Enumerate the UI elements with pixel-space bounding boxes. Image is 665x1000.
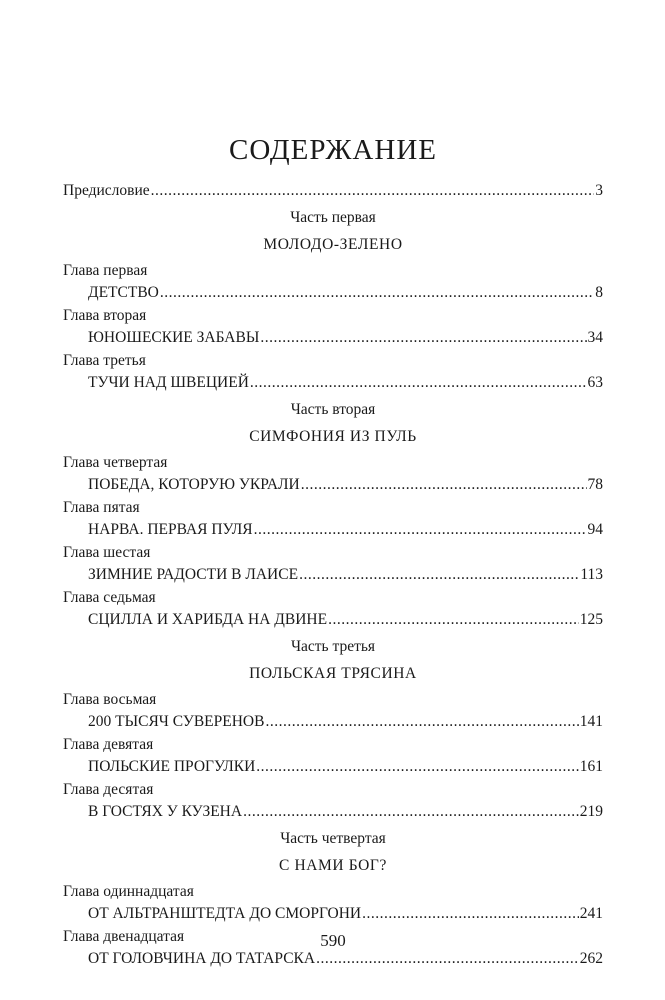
dot-leader	[243, 801, 579, 823]
chapter-title: ПОБЕДА, КОТОРУЮ УКРАЛИ	[88, 476, 300, 493]
chapter-title: ОТ АЛЬТРАНШТЕДТА ДО СМОРГОНИ	[88, 905, 362, 922]
toc-chapter	[63, 542, 603, 586]
part-label: Часть вторая	[290, 401, 376, 418]
chapter-label: Глава восьмая	[63, 691, 157, 708]
toc-entry[interactable]	[63, 519, 603, 541]
chapter-page: 63	[587, 374, 603, 391]
chapter-page: 262	[579, 950, 603, 967]
chapter-page: 94	[587, 521, 603, 538]
dot-leader	[301, 474, 587, 496]
chapter-page: 241	[579, 905, 603, 922]
chapter-title: СЦИЛЛА И ХАРИБДА НА ДВИНЕ	[88, 611, 328, 628]
toc-entry[interactable]	[63, 903, 603, 925]
toc-entry[interactable]	[63, 372, 603, 394]
chapter-label: Глава пятая	[63, 499, 140, 516]
chapter-label: Глава десятая	[63, 781, 154, 798]
part-label: Часть четвертая	[280, 830, 386, 847]
toc-chapter	[63, 881, 603, 925]
dot-leader	[328, 609, 579, 631]
chapter-title: ЮНОШЕСКИЕ ЗАБАВЫ	[88, 329, 260, 346]
part-label: Часть третья	[290, 638, 376, 655]
toc-entry[interactable]	[63, 474, 603, 496]
chapter-label: Глава девятая	[63, 736, 154, 753]
toc-chapter	[63, 260, 603, 304]
dot-leader	[151, 180, 595, 202]
chapter-label: Глава первая	[63, 262, 148, 279]
chapter-title: ТУЧИ НАД ШВЕЦИЕЙ	[88, 374, 249, 391]
dot-leader	[254, 519, 587, 541]
chapter-title: ЗИМНИЕ РАДОСТИ В ЛАИСЕ	[88, 566, 299, 583]
chapter-title: ОТ ГОЛОВЧИНА ДО ТАТАРСКА	[88, 950, 316, 967]
toc-entry-label: Предисловие	[63, 182, 150, 199]
chapter-title: ПОЛЬСКИЕ ПРОГУЛКИ	[88, 758, 256, 775]
chapter-page: 125	[579, 611, 603, 628]
dot-leader	[160, 282, 594, 304]
chapter-label: Глава двенадцатая	[63, 928, 185, 945]
chapter-label: Глава вторая	[63, 307, 147, 324]
toc-part	[63, 399, 603, 631]
dot-leader	[256, 756, 578, 778]
toc-entry[interactable]	[63, 564, 603, 586]
part-title: С НАМИ БОГ?	[279, 857, 387, 874]
toc-entry[interactable]	[63, 711, 603, 733]
dot-leader	[265, 711, 578, 733]
chapter-page: 8	[595, 284, 603, 301]
toc-entry[interactable]	[63, 327, 603, 349]
part-title: СИМФОНИЯ ИЗ ПУЛЬ	[249, 428, 417, 445]
toc-entry-preface[interactable]	[63, 180, 603, 202]
chapter-page: 78	[587, 476, 603, 493]
chapter-title: НАРВА. ПЕРВАЯ ПУЛЯ	[88, 521, 253, 538]
part-title: ПОЛЬСКАЯ ТРЯСИНА	[249, 665, 417, 682]
toc-chapter	[63, 497, 603, 541]
toc-chapter	[63, 734, 603, 778]
chapter-label: Глава шестая	[63, 544, 151, 561]
dot-leader	[250, 372, 587, 394]
chapter-label: Глава одиннадцатая	[63, 883, 194, 900]
toc-entry[interactable]	[63, 609, 603, 631]
toc-part	[63, 207, 603, 394]
dot-leader	[362, 903, 579, 925]
toc-chapter	[63, 779, 603, 823]
chapter-title: В ГОСТЯХ У КУЗЕНА	[88, 803, 243, 820]
part-title: МОЛОДО-ЗЕЛЕНО	[263, 236, 403, 253]
chapter-page: 113	[580, 566, 603, 583]
toc-entry[interactable]	[63, 801, 603, 823]
toc-chapter	[63, 452, 603, 496]
toc-part	[63, 636, 603, 823]
toc-chapter	[63, 350, 603, 394]
chapter-label: Глава четвертая	[63, 454, 168, 471]
toc-chapter	[63, 689, 603, 733]
page-number: 590	[320, 931, 346, 950]
dot-leader	[260, 327, 586, 349]
toc-entry[interactable]	[63, 282, 603, 304]
book-page	[63, 0, 603, 1000]
dot-leader	[299, 564, 579, 586]
chapter-page: 141	[579, 713, 603, 730]
chapter-label: Глава третья	[63, 352, 146, 369]
toc-entry-page: 3	[595, 182, 603, 199]
chapter-page: 161	[579, 758, 603, 775]
chapter-label: Глава седьмая	[63, 589, 156, 606]
toc-chapter	[63, 587, 603, 631]
page-title: СОДЕРЖАНИЕ	[229, 134, 437, 166]
toc-chapter	[63, 305, 603, 349]
chapter-title: 200 ТЫСЯЧ СУВЕРЕНОВ	[88, 713, 265, 730]
chapter-title: ДЕТСТВО	[88, 284, 159, 301]
toc-entry[interactable]	[63, 756, 603, 778]
chapter-page: 34	[587, 329, 603, 346]
chapter-page: 219	[579, 803, 603, 820]
part-label: Часть первая	[290, 209, 376, 226]
table-of-contents	[63, 180, 603, 971]
